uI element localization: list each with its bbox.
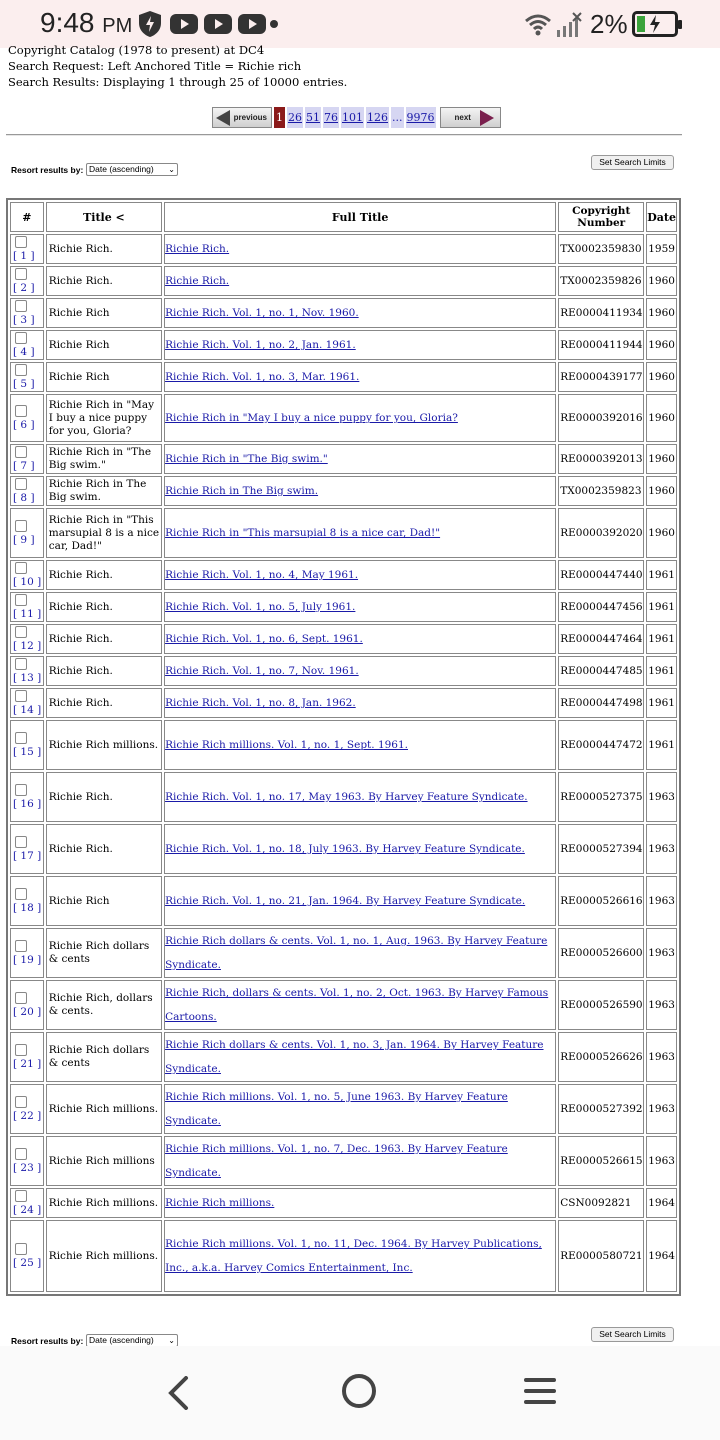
row-number-link[interactable]: [ 12 ] xyxy=(13,640,42,652)
signal-icon xyxy=(556,12,582,38)
arrow-left-icon xyxy=(216,110,230,126)
table-header-row xyxy=(10,202,677,232)
home-icon[interactable] xyxy=(342,1374,376,1408)
row-select-cell xyxy=(10,624,44,654)
full-title-link[interactable]: Richie Rich. xyxy=(165,275,230,287)
row-number-link[interactable]: [ 25 ] xyxy=(13,1257,42,1269)
next-label: next xyxy=(454,112,471,122)
row-select-cell xyxy=(10,720,44,770)
table-row xyxy=(10,1084,677,1134)
row-copyright-number: RE0000527394 xyxy=(558,824,644,874)
row-full-title-cell xyxy=(164,330,556,360)
row-number-link[interactable]: [ 5 ] xyxy=(13,378,35,390)
row-title: Richie Rich. xyxy=(46,772,162,822)
row-select-cell xyxy=(10,1136,44,1186)
table-row xyxy=(10,560,677,590)
row-copyright-number: RE0000580721 xyxy=(558,1220,644,1292)
col-title-header[interactable]: Title < xyxy=(46,202,162,232)
row-full-title-cell xyxy=(164,980,556,1030)
full-title-link[interactable]: Richie Rich millions. Vol. 1, no. 5, June 1963. By Harvey Feature Syndicate. xyxy=(165,1091,508,1127)
row-checkbox[interactable] xyxy=(15,888,27,900)
row-date: 1963 xyxy=(646,824,677,874)
row-checkbox[interactable] xyxy=(15,268,27,280)
full-title-link[interactable]: Richie Rich. Vol. 1, no. 21, Jan. 1964. By Harvey Feature Syndicate. xyxy=(165,895,526,907)
row-title: Richie Rich xyxy=(46,362,162,392)
row-number-link[interactable]: [ 10 ] xyxy=(13,576,42,588)
row-copyright-number: RE0000447456 xyxy=(558,592,644,622)
row-number-link[interactable]: [ 11 ] xyxy=(13,608,42,620)
search-request: Search Request: Left Anchored Title = Richie rich xyxy=(8,59,302,73)
row-checkbox[interactable] xyxy=(15,626,27,638)
row-select-cell xyxy=(10,656,44,686)
table-row xyxy=(10,928,677,978)
row-number-link[interactable]: [ 18 ] xyxy=(13,902,42,914)
row-title: Richie Rich millions. xyxy=(46,720,162,770)
table-row xyxy=(10,266,677,296)
table-row xyxy=(10,508,677,558)
row-date: 1963 xyxy=(646,980,677,1030)
row-copyright-number: RE0000411934 xyxy=(558,298,644,328)
table-row xyxy=(10,824,677,874)
col-date-header: Date xyxy=(646,202,677,232)
row-checkbox[interactable] xyxy=(15,1148,27,1160)
row-date: 1960 xyxy=(646,298,677,328)
full-title-link[interactable]: Richie Rich in "May I buy a nice puppy for you, Gloria? xyxy=(165,412,458,424)
row-checkbox[interactable] xyxy=(15,594,27,606)
results-table xyxy=(6,198,681,1296)
row-select-cell xyxy=(10,508,44,558)
row-number-link[interactable]: [ 8 ] xyxy=(13,492,35,504)
full-title-link[interactable]: Richie Rich millions. Vol. 1, no. 7, Dec. 1963. By Harvey Feature Syndicate. xyxy=(165,1143,508,1179)
row-full-title-cell xyxy=(164,1220,556,1292)
row-date: 1961 xyxy=(646,720,677,770)
youtube-icon xyxy=(170,14,198,34)
table-row xyxy=(10,772,677,822)
row-title: Richie Rich. xyxy=(46,234,162,264)
row-copyright-number: RE0000526626 xyxy=(558,1032,644,1082)
chevron-down-icon: ⌄ xyxy=(168,1336,175,1345)
table-row xyxy=(10,1136,677,1186)
previous-button[interactable] xyxy=(212,107,272,128)
row-copyright-number: TX0002359823 xyxy=(558,476,644,506)
row-full-title-cell xyxy=(164,1084,556,1134)
row-number-link[interactable]: [ 1 ] xyxy=(13,250,35,262)
row-date: 1963 xyxy=(646,1084,677,1134)
table-row xyxy=(10,720,677,770)
row-copyright-number: RE0000447498 xyxy=(558,688,644,718)
full-title-link[interactable]: Richie Rich. xyxy=(165,243,230,255)
row-select-cell xyxy=(10,824,44,874)
row-title: Richie Rich in "This marsupial 8 is a nice car, Dad!" xyxy=(46,508,162,558)
row-checkbox[interactable] xyxy=(15,520,27,532)
row-date: 1960 xyxy=(646,476,677,506)
row-title: Richie Rich xyxy=(46,298,162,328)
row-title: Richie Rich. xyxy=(46,266,162,296)
row-date: 1961 xyxy=(646,624,677,654)
row-title: Richie Rich in The Big swim. xyxy=(46,476,162,506)
table-row xyxy=(10,1188,677,1218)
row-full-title-cell xyxy=(164,592,556,622)
bottom-controls xyxy=(0,1326,720,1346)
row-number-link[interactable]: [ 21 ] xyxy=(13,1058,42,1070)
row-select-cell xyxy=(10,928,44,978)
resort-value: Date (ascending) xyxy=(89,164,154,174)
row-number-link[interactable]: [ 3 ] xyxy=(13,314,35,326)
row-select-cell xyxy=(10,362,44,392)
row-date: 1963 xyxy=(646,1032,677,1082)
divider xyxy=(6,134,682,136)
row-full-title-cell xyxy=(164,560,556,590)
row-date: 1963 xyxy=(646,772,677,822)
full-title-link[interactable]: Richie Rich. Vol. 1, no. 1, Nov. 1960. xyxy=(165,307,359,319)
row-number-link[interactable]: [ 2 ] xyxy=(13,282,35,294)
more-notifications-icon xyxy=(270,20,278,28)
row-title: Richie Rich millions. xyxy=(46,1084,162,1134)
navigation-bar xyxy=(0,1346,720,1440)
row-checkbox[interactable] xyxy=(15,784,27,796)
full-title-link[interactable]: Richie Rich. Vol. 1, no. 6, Sept. 1961. xyxy=(165,633,363,645)
page-link-last[interactable]: 9976 xyxy=(406,107,436,128)
row-copyright-number: RE0000392020 xyxy=(558,508,644,558)
row-checkbox[interactable] xyxy=(15,658,27,670)
row-title: Richie Rich in "The Big swim." xyxy=(46,444,162,474)
row-number-link[interactable]: [ 13 ] xyxy=(13,672,42,684)
full-title-link[interactable]: Richie Rich. Vol. 1, no. 3, Mar. 1961. xyxy=(165,371,360,383)
row-select-cell xyxy=(10,330,44,360)
row-copyright-number: RE0000447485 xyxy=(558,656,644,686)
row-checkbox[interactable] xyxy=(15,1044,27,1056)
row-select-cell xyxy=(10,1220,44,1292)
row-title: Richie Rich millions. xyxy=(46,1220,162,1292)
row-full-title-cell xyxy=(164,624,556,654)
row-full-title-cell xyxy=(164,298,556,328)
clock-ampm: PM xyxy=(102,15,133,37)
col-full-title-header: Full Title xyxy=(164,202,556,232)
table-row xyxy=(10,234,677,264)
page-link-51[interactable]: 51 xyxy=(305,107,321,128)
row-select-cell xyxy=(10,772,44,822)
table-row xyxy=(10,876,677,926)
pagination xyxy=(212,106,501,128)
row-full-title-cell xyxy=(164,234,556,264)
row-number-link[interactable]: [ 17 ] xyxy=(13,850,42,862)
row-full-title-cell xyxy=(164,1136,556,1186)
page-ellipsis: ... xyxy=(391,107,404,128)
page-link-126[interactable]: 126 xyxy=(366,107,389,128)
row-select-cell xyxy=(10,266,44,296)
row-date: 1960 xyxy=(646,266,677,296)
row-number-link[interactable]: [ 20 ] xyxy=(13,1006,42,1018)
row-checkbox[interactable] xyxy=(15,300,27,312)
row-title: Richie Rich xyxy=(46,876,162,926)
row-copyright-number: RE0000526615 xyxy=(558,1136,644,1186)
battery-icon xyxy=(632,11,678,37)
row-title: Richie Rich. xyxy=(46,624,162,654)
resort-value-bottom: Date (ascending) xyxy=(89,1335,154,1345)
row-full-title-cell xyxy=(164,266,556,296)
row-copyright-number: RE0000439177 xyxy=(558,362,644,392)
row-full-title-cell xyxy=(164,720,556,770)
full-title-link[interactable]: Richie Rich in "The Big swim." xyxy=(165,453,328,465)
col-number-header: # xyxy=(10,202,44,232)
row-title: Richie Rich millions. xyxy=(46,1188,162,1218)
row-title: Richie Rich in "May I buy a nice puppy for you, Gloria? xyxy=(46,394,162,442)
full-title-link[interactable]: Richie Rich. Vol. 1, no. 5, July 1961. xyxy=(165,601,356,613)
row-number-link[interactable]: [ 22 ] xyxy=(13,1110,42,1122)
row-full-title-cell xyxy=(164,1032,556,1082)
row-title: Richie Rich. xyxy=(46,824,162,874)
full-title-link[interactable]: Richie Rich dollars & cents. Vol. 1, no. 3, Jan. 1964. By Harvey Feature Syndicate. xyxy=(165,1039,544,1075)
row-date: 1963 xyxy=(646,1136,677,1186)
set-search-limits-button[interactable]: Set Search Limits xyxy=(591,155,674,170)
row-copyright-number: RE0000411944 xyxy=(558,330,644,360)
full-title-link[interactable]: Richie Rich. Vol. 1, no. 7, Nov. 1961. xyxy=(165,665,359,677)
row-title: Richie Rich millions xyxy=(46,1136,162,1186)
resort-label: Resort results by: xyxy=(11,165,84,175)
wifi-icon xyxy=(524,12,552,36)
row-checkbox[interactable] xyxy=(15,405,27,417)
row-title: Richie Rich. xyxy=(46,592,162,622)
row-copyright-number: RE0000526590 xyxy=(558,980,644,1030)
row-select-cell xyxy=(10,1084,44,1134)
row-select-cell xyxy=(10,560,44,590)
row-select-cell xyxy=(10,876,44,926)
row-copyright-number: RE0000527375 xyxy=(558,772,644,822)
row-date: 1961 xyxy=(646,592,677,622)
row-checkbox[interactable] xyxy=(15,364,27,376)
full-title-link[interactable]: Richie Rich dollars & cents. Vol. 1, no. 1, Aug. 1963. By Harvey Feature Syndicate. xyxy=(165,935,548,971)
row-checkbox[interactable] xyxy=(15,690,27,702)
row-select-cell xyxy=(10,444,44,474)
row-copyright-number: RE0000447440 xyxy=(558,560,644,590)
row-full-title-cell xyxy=(164,656,556,686)
table-row xyxy=(10,394,677,442)
row-title: Richie Rich dollars & cents xyxy=(46,928,162,978)
chevron-down-icon: ⌄ xyxy=(168,165,175,174)
row-number-link[interactable]: [ 7 ] xyxy=(13,460,35,472)
row-date: 1960 xyxy=(646,362,677,392)
row-checkbox[interactable] xyxy=(15,1096,27,1108)
table-row xyxy=(10,688,677,718)
row-full-title-cell xyxy=(164,824,556,874)
row-date: 1964 xyxy=(646,1188,677,1218)
full-title-link[interactable]: Richie Rich millions. Vol. 1, no. 1, Sept. 1961. xyxy=(165,739,409,751)
row-select-cell xyxy=(10,688,44,718)
table-row xyxy=(10,476,677,506)
status-bar xyxy=(0,0,720,48)
row-date: 1960 xyxy=(646,330,677,360)
row-checkbox[interactable] xyxy=(15,1190,27,1202)
row-copyright-number: RE0000392013 xyxy=(558,444,644,474)
youtube-icon xyxy=(238,14,266,34)
row-copyright-number: TX0002359830 xyxy=(558,234,644,264)
row-checkbox[interactable] xyxy=(15,332,27,344)
row-full-title-cell xyxy=(164,444,556,474)
row-checkbox[interactable] xyxy=(15,478,27,490)
full-title-link[interactable]: Richie Rich. Vol. 1, no. 4, May 1961. xyxy=(165,569,359,581)
next-button[interactable] xyxy=(440,107,501,128)
row-checkbox[interactable] xyxy=(15,562,27,574)
row-full-title-cell xyxy=(164,772,556,822)
clock xyxy=(40,7,132,39)
row-checkbox[interactable] xyxy=(15,732,27,744)
youtube-icon xyxy=(204,14,232,34)
row-date: 1963 xyxy=(646,876,677,926)
row-title: Richie Rich xyxy=(46,330,162,360)
row-copyright-number: RE0000526616 xyxy=(558,876,644,926)
row-date: 1959 xyxy=(646,234,677,264)
table-row xyxy=(10,362,677,392)
row-copyright-number: RE0000447464 xyxy=(558,624,644,654)
row-full-title-cell xyxy=(164,476,556,506)
table-row xyxy=(10,624,677,654)
row-checkbox[interactable] xyxy=(15,992,27,1004)
row-date: 1961 xyxy=(646,688,677,718)
recents-icon[interactable] xyxy=(524,1378,556,1411)
row-number-link[interactable]: [ 9 ] xyxy=(13,534,35,546)
row-title: Richie Rich dollars & cents xyxy=(46,1032,162,1082)
col-copyright-number-header: Copyright Number xyxy=(558,202,644,232)
full-title-link[interactable]: Richie Rich. Vol. 1, no. 17, May 1963. By Harvey Feature Syndicate. xyxy=(165,791,528,803)
full-title-link[interactable]: Richie Rich. Vol. 1, no. 2, Jan. 1961. xyxy=(165,339,356,351)
full-title-link[interactable]: Richie Rich, dollars & cents. Vol. 1, no. 2, Oct. 1963. By Harvey Famous Cartoons. xyxy=(165,987,549,1023)
full-title-link[interactable]: Richie Rich millions. Vol. 1, no. 11, Dec. 1964. By Harvey Publications, Inc., a.k.a. Harvey Comics Entertainment, Inc. xyxy=(165,1238,542,1274)
full-title-link[interactable]: Richie Rich in "This marsupial 8 is a nice car, Dad!" xyxy=(165,527,441,539)
table-row xyxy=(10,330,677,360)
resort-select-bottom[interactable] xyxy=(86,1334,178,1346)
row-title: Richie Rich, dollars & cents. xyxy=(46,980,162,1030)
full-title-link[interactable]: Richie Rich in The Big swim. xyxy=(165,485,319,497)
shield-icon xyxy=(138,10,162,38)
table-row xyxy=(10,298,677,328)
arrow-right-icon xyxy=(480,110,494,126)
row-number-link[interactable]: [ 15 ] xyxy=(13,746,42,758)
row-date: 1960 xyxy=(646,508,677,558)
table-row xyxy=(10,444,677,474)
row-number-link[interactable]: [ 23 ] xyxy=(13,1162,42,1174)
row-number-link[interactable]: [ 24 ] xyxy=(13,1204,42,1216)
search-results-summary: Search Results: Displaying 1 through 25 of 10000 entries. xyxy=(8,75,348,89)
table-row xyxy=(10,1220,677,1292)
catalog-label: Copyright Catalog (1978 to present) at DC4 xyxy=(8,43,265,57)
row-select-cell xyxy=(10,1188,44,1218)
table-row xyxy=(10,1032,677,1082)
table-row xyxy=(10,980,677,1030)
row-checkbox[interactable] xyxy=(15,446,27,458)
row-title: Richie Rich. xyxy=(46,656,162,686)
resort-label-bottom: Resort results by: xyxy=(11,1336,84,1346)
table-row xyxy=(10,592,677,622)
row-full-title-cell xyxy=(164,928,556,978)
row-full-title-cell xyxy=(164,876,556,926)
row-full-title-cell xyxy=(164,362,556,392)
row-checkbox[interactable] xyxy=(15,836,27,848)
row-copyright-number: RE0000526600 xyxy=(558,928,644,978)
row-full-title-cell xyxy=(164,1188,556,1218)
row-date: 1960 xyxy=(646,444,677,474)
full-title-link[interactable]: Richie Rich. Vol. 1, no. 18, July 1963. By Harvey Feature Syndicate. xyxy=(165,843,525,855)
row-copyright-number: RE0000527392 xyxy=(558,1084,644,1134)
row-copyright-number: RE0000392016 xyxy=(558,394,644,442)
row-select-cell xyxy=(10,476,44,506)
row-date: 1964 xyxy=(646,1220,677,1292)
row-date: 1963 xyxy=(646,928,677,978)
row-checkbox[interactable] xyxy=(15,236,27,248)
row-title: Richie Rich. xyxy=(46,688,162,718)
table-row xyxy=(10,656,677,686)
row-checkbox[interactable] xyxy=(15,940,27,952)
resort-select[interactable] xyxy=(86,163,178,176)
set-search-limits-button-bottom[interactable]: Set Search Limits xyxy=(591,1327,674,1342)
page-link-76[interactable]: 76 xyxy=(323,107,339,128)
row-date: 1961 xyxy=(646,560,677,590)
row-copyright-number: RE0000447472 xyxy=(558,720,644,770)
page-link-26[interactable]: 26 xyxy=(287,107,303,128)
row-select-cell xyxy=(10,592,44,622)
row-select-cell xyxy=(10,234,44,264)
row-title: Richie Rich. xyxy=(46,560,162,590)
row-copyright-number: CSN0092821 xyxy=(558,1188,644,1218)
full-title-link[interactable]: Richie Rich millions. xyxy=(165,1197,275,1209)
row-number-link[interactable]: [ 4 ] xyxy=(13,346,35,358)
row-copyright-number: TX0002359826 xyxy=(558,266,644,296)
battery-percent: 2% xyxy=(590,9,628,39)
row-date: 1960 xyxy=(646,394,677,442)
row-select-cell xyxy=(10,394,44,442)
row-checkbox[interactable] xyxy=(15,1243,27,1255)
row-number-link[interactable]: [ 16 ] xyxy=(13,798,42,810)
row-number-link[interactable]: [ 14 ] xyxy=(13,704,42,716)
full-title-link[interactable]: Richie Rich. Vol. 1, no. 8, Jan. 1962. xyxy=(165,697,356,709)
row-full-title-cell xyxy=(164,394,556,442)
page-current: 1 xyxy=(274,107,285,128)
page-link-101[interactable]: 101 xyxy=(341,107,364,128)
row-select-cell xyxy=(10,298,44,328)
previous-label: previous xyxy=(233,112,267,122)
row-full-title-cell xyxy=(164,688,556,718)
back-icon[interactable] xyxy=(162,1376,196,1410)
row-number-link[interactable]: [ 6 ] xyxy=(13,419,35,431)
row-select-cell xyxy=(10,1032,44,1082)
row-number-link[interactable]: [ 19 ] xyxy=(13,954,42,966)
clock-time: 9:48 xyxy=(40,7,95,38)
row-select-cell xyxy=(10,980,44,1030)
row-date: 1961 xyxy=(646,656,677,686)
row-full-title-cell xyxy=(164,508,556,558)
